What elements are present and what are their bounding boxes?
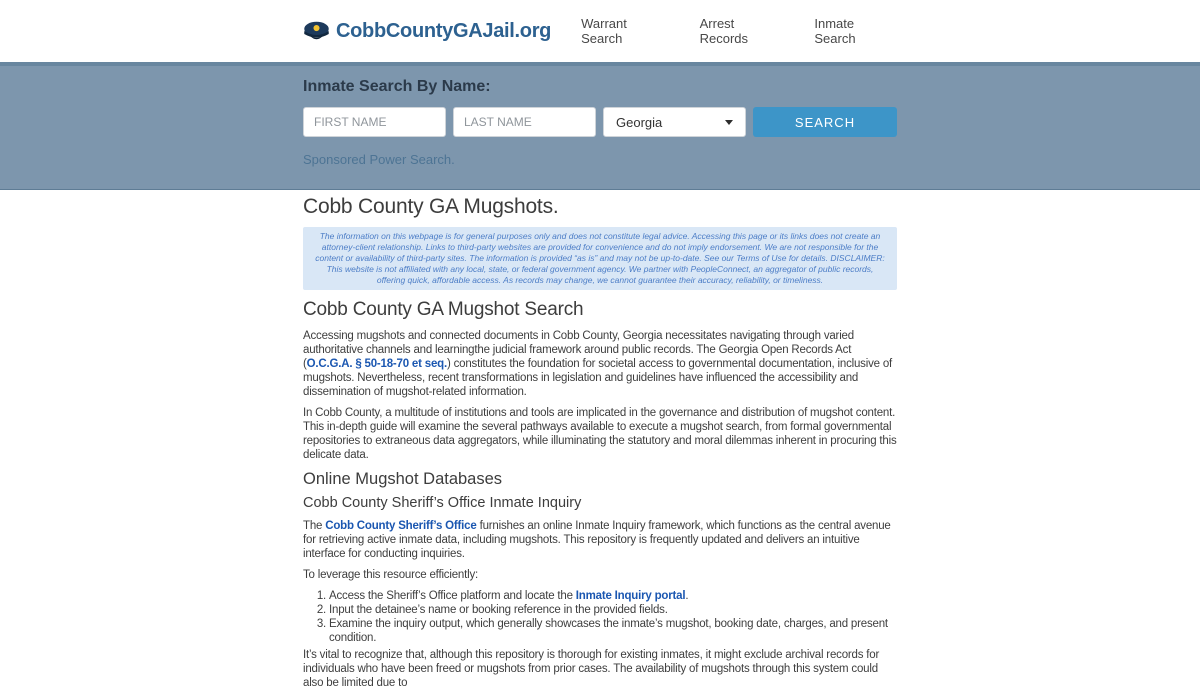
disclaimer-box: The information on this webpage is for general purposes only and does not constitute legal advice. Accessing this page or its links does not create an attorney-client relationship. Links to third-party websites are provided for convenience and do not imply endorsement. We are not responsible for the content or availability of third-party sites. The information is provided “as is” and may not be up-to-date. See our Terms of Use for details. DISCLAIMER: This website is not affiliated with any local, state, or federal government agency. We partner with PeopleConnect, an aggregator of public records, offering quick, affordable access. As records may change, we cannot guarantee their accuracy, reliability, or timeliness. xyxy=(303,227,897,290)
page-title: Cobb County GA Mugshots. xyxy=(303,195,559,218)
paragraph-text: The xyxy=(303,520,326,533)
last-name-input[interactable] xyxy=(453,107,596,137)
sheriffs-office-link[interactable]: Cobb County Sheriff’s Office xyxy=(325,520,477,533)
inmate-search-panel xyxy=(0,62,1200,190)
paragraph-text: furnishes an online Inmate Inquiry framework, which functions as the central avenue for retrieving active inmate data, including mugshots. This repository is frequently updated and delivers an intuitive interface for conducting inquiries. xyxy=(303,520,891,561)
list-item: 2. Input the detainee’s name or booking reference in the provided fields. xyxy=(329,603,897,617)
inmate-inquiry-portal-link[interactable]: Inmate Inquiry portal xyxy=(575,590,686,603)
paragraph-records-act xyxy=(303,329,897,399)
brand-name: CobbCountyGAJail.org xyxy=(336,19,552,42)
subsection-title: Online Mugshot Databases xyxy=(303,470,503,489)
search-form xyxy=(303,107,897,137)
state-select-value: Georgia xyxy=(616,114,663,130)
police-cap-icon xyxy=(303,20,330,42)
paragraph-sheriffs-office xyxy=(303,519,897,561)
paragraph-text: Accessing mugshots and connected documents in Cobb County, Georgia necessitates navigating through varied authoritative channels and learningthe judicial framework around public records. The Georgia Open Records Act ( xyxy=(303,330,854,371)
nav-inmate-search[interactable]: Inmate Search xyxy=(814,16,856,46)
paragraph-guide-overview: In Cobb County, a multitude of institutions and tools are implicated in the governance and distribution of mugshot content. This in-depth guide will examine the several pathways available to execute a mugshot search, from formal governmental repositories to extraneous data aggregators, while illuminating the statutory and moral dilemmas inherent in procuring this delicate data. xyxy=(303,407,897,462)
main-content xyxy=(303,195,897,690)
list-item-text: Access the Sheriff’s Office platform and locate the xyxy=(329,590,576,603)
list-item xyxy=(329,589,897,603)
sponsored-power-search-link[interactable]: Sponsored Power Search. xyxy=(303,152,455,167)
nav-arrest-records[interactable]: Arrest Records xyxy=(699,16,749,46)
first-name-input[interactable] xyxy=(303,107,446,137)
state-select[interactable] xyxy=(603,107,746,137)
instructions-list xyxy=(303,589,897,645)
search-panel-title: Inmate Search By Name: xyxy=(303,78,491,95)
search-button[interactable]: SEARCH xyxy=(753,107,897,137)
ocga-statute-link[interactable]: O.C.G.A. § 50-18-70 et seq. xyxy=(306,358,447,371)
nav-warrant-search[interactable]: Warrant Search xyxy=(581,16,627,46)
paragraph-text: ) constitutes the foundation for societal access to governmental documentation, inclusive of mugshots. Nevertheless, recent transformations in legislation and guidelines have influenced the accessibility and dissemination of mugshot-related information. xyxy=(303,358,893,399)
site-header xyxy=(0,0,1200,62)
subsubsection-title: Cobb County Sheriff’s Office Inmate Inquiry xyxy=(303,495,582,512)
chevron-down-icon xyxy=(725,120,733,125)
list-item: 3. Examine the inquiry output, which generally showcases the inmate’s mugshot, booking date, charges, and present condition. xyxy=(329,617,897,645)
site-logo[interactable] xyxy=(303,20,551,43)
section-title: Cobb County GA Mugshot Search xyxy=(303,299,584,321)
paragraph-leverage-intro: To leverage this resource efficiently: xyxy=(303,569,479,582)
list-item-text: . xyxy=(685,590,689,603)
main-nav xyxy=(551,16,897,46)
paragraph-limitations: It’s vital to recognize that, although this repository is thorough for existing inmates, it might exclude archival records for individuals who have been freed or mugshots from prior cases. The availability of mugshots through this system could also be limited due to xyxy=(303,649,880,690)
